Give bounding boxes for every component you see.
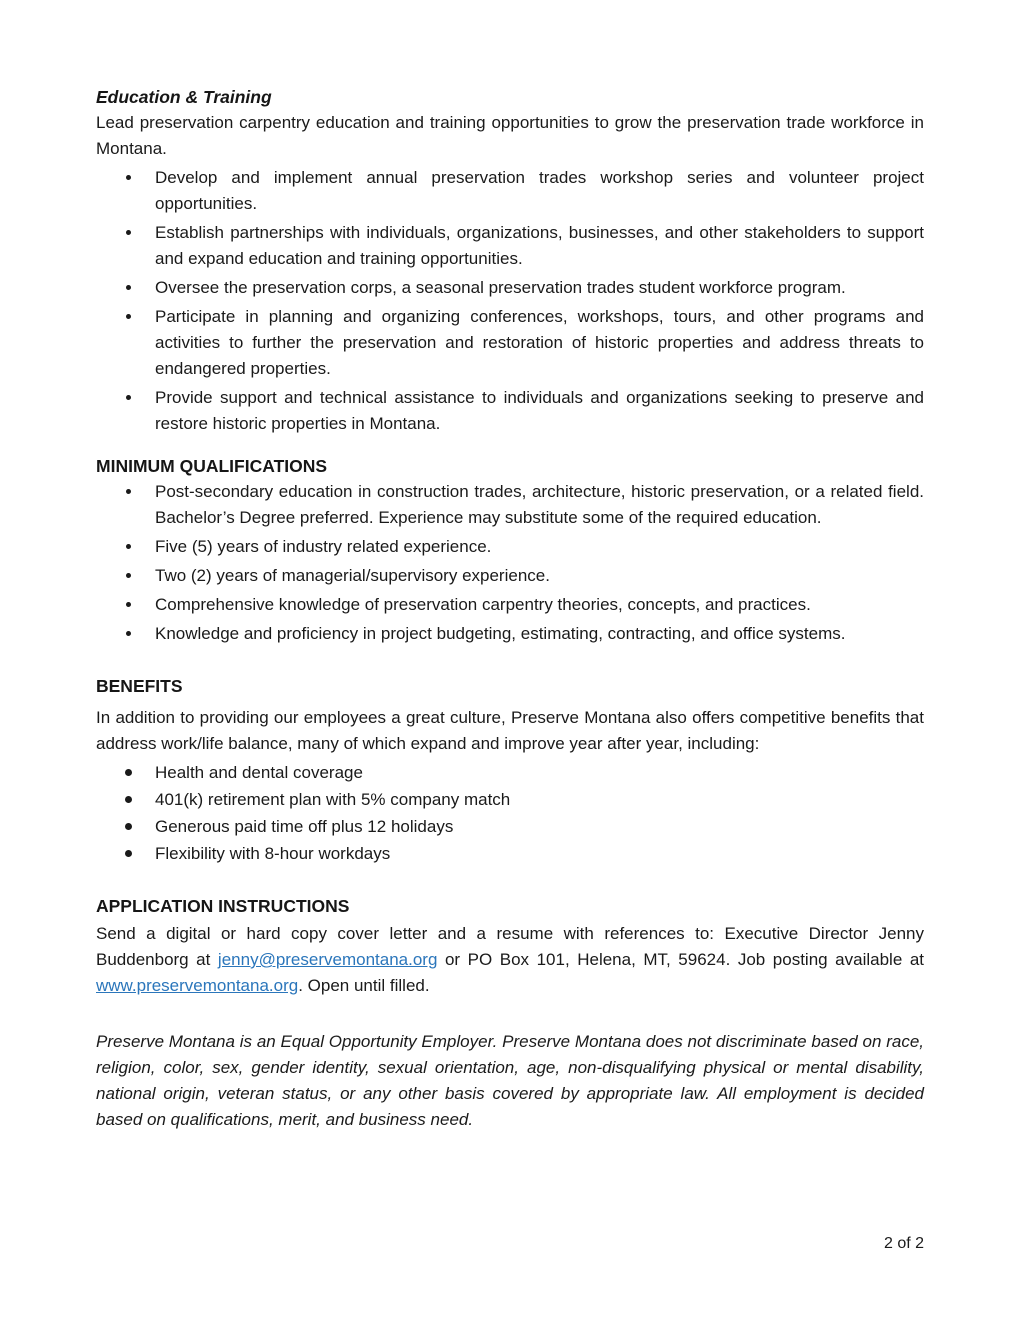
list-item-text: Comprehensive knowledge of preservation carpentry theories, concepts, and practices.: [155, 595, 811, 614]
bullet-icon: [126, 573, 131, 578]
website-link[interactable]: www.preservemontana.org: [96, 976, 299, 995]
list-item: [96, 841, 924, 867]
list-item: [96, 787, 924, 813]
list-item: [96, 275, 924, 301]
bullet-icon: [126, 230, 131, 235]
list-item-text: Two (2) years of managerial/supervisory experience.: [155, 566, 550, 585]
list-item: [96, 220, 924, 272]
list-item-text: Provide support and technical assistance to individuals and organizations seeking to preserve and restore historic properties in Montana.: [155, 388, 924, 433]
bullet-icon: [126, 175, 131, 180]
bullet-icon: [126, 395, 131, 400]
bullet-icon: [125, 823, 132, 830]
education-bullet-list: [96, 165, 924, 437]
application-text: . Open until filled.: [298, 976, 430, 995]
list-item-text: 401(k) retirement plan with 5% company match: [155, 790, 511, 809]
list-item: [96, 165, 924, 217]
list-item-text: Knowledge and proficiency in project budgeting, estimating, contracting, and office systems.: [155, 624, 846, 643]
list-item-text: Flexibility with 8-hour workdays: [155, 844, 391, 863]
bullet-icon: [125, 796, 132, 803]
list-item-text: Establish partnerships with individuals, organizations, businesses, and other stakeholders to support and expand education and training opportunities.: [155, 223, 924, 268]
bullet-icon: [126, 602, 131, 607]
list-item: [96, 385, 924, 437]
minimum-qualifications-heading: MINIMUM QUALIFICATIONS: [96, 456, 328, 476]
list-item-text: Develop and implement annual preservation trades workshop series and volunteer project opportunities.: [155, 168, 924, 213]
bullet-icon: [126, 631, 131, 636]
application-instructions-heading: APPLICATION INSTRUCTIONS: [96, 896, 350, 916]
bullet-icon: [126, 314, 131, 319]
benefits-bullet-list: [96, 760, 924, 867]
application-text: or PO Box 101, Helena, MT, 59624. Job posting available at: [437, 950, 925, 969]
list-item: [96, 563, 924, 589]
bullet-icon: [126, 285, 131, 290]
email-link[interactable]: jenny@preservemontana.org: [217, 950, 438, 969]
list-item-text: Participate in planning and organizing conferences, workshops, tours, and other programs and activities to further the preservation and restoration of historic properties and address threats to endangered properties.: [155, 307, 924, 378]
list-item: [96, 479, 924, 531]
application-text: Send a digital or hard copy cover letter and a resume with references to: Executive Director Jenny Buddenborg at: [96, 924, 924, 969]
benefits-heading: BENEFITS: [96, 676, 183, 696]
list-item: [96, 534, 924, 560]
benefits-intro-paragraph: In addition to providing our employees a great culture, Preserve Montana also offers competitive benefits that address work/life balance, many of which expand and improve year after year, including:: [96, 708, 924, 753]
minimum-qualifications-bullet-list: [96, 479, 924, 647]
list-item-text: Health and dental coverage: [155, 763, 363, 782]
application-paragraph: [96, 921, 924, 999]
bullet-icon: [125, 769, 132, 776]
list-item-text: Generous paid time off plus 12 holidays: [155, 817, 454, 836]
bullet-icon: [126, 489, 131, 494]
page-number: 2 of 2: [883, 1235, 924, 1252]
education-intro-paragraph: Lead preservation carpentry education and training opportunities to grow the preservation trade workforce in Montana.: [96, 113, 924, 158]
list-item: [96, 814, 924, 840]
list-item: [96, 304, 924, 382]
list-item: [96, 592, 924, 618]
list-item-text: Five (5) years of industry related experience.: [155, 537, 492, 556]
eeo-statement: Preserve Montana is an Equal Opportunity Employer. Preserve Montana does not discriminate based on race, religion, color, sex, gender identity, sexual orientation, age, non-disqualifying physical or mental disability, national origin, veteran status, or any other basis covered by appropriate law. All employment is decided based on qualifications, merit, and business need.: [96, 1032, 924, 1129]
bullet-icon: [125, 850, 132, 857]
list-item-text: Post-secondary education in construction trades, architecture, historic preservation, or a related field. Bachelor’s Degree preferred. Experience may substitute some of the required education.: [155, 482, 924, 527]
list-item-text: Oversee the preservation corps, a seasonal preservation trades student workforce program.: [155, 278, 846, 297]
education-training-heading: Education & Training: [96, 87, 272, 107]
bullet-icon: [126, 544, 131, 549]
list-item: [96, 621, 924, 647]
list-item: [96, 760, 924, 786]
